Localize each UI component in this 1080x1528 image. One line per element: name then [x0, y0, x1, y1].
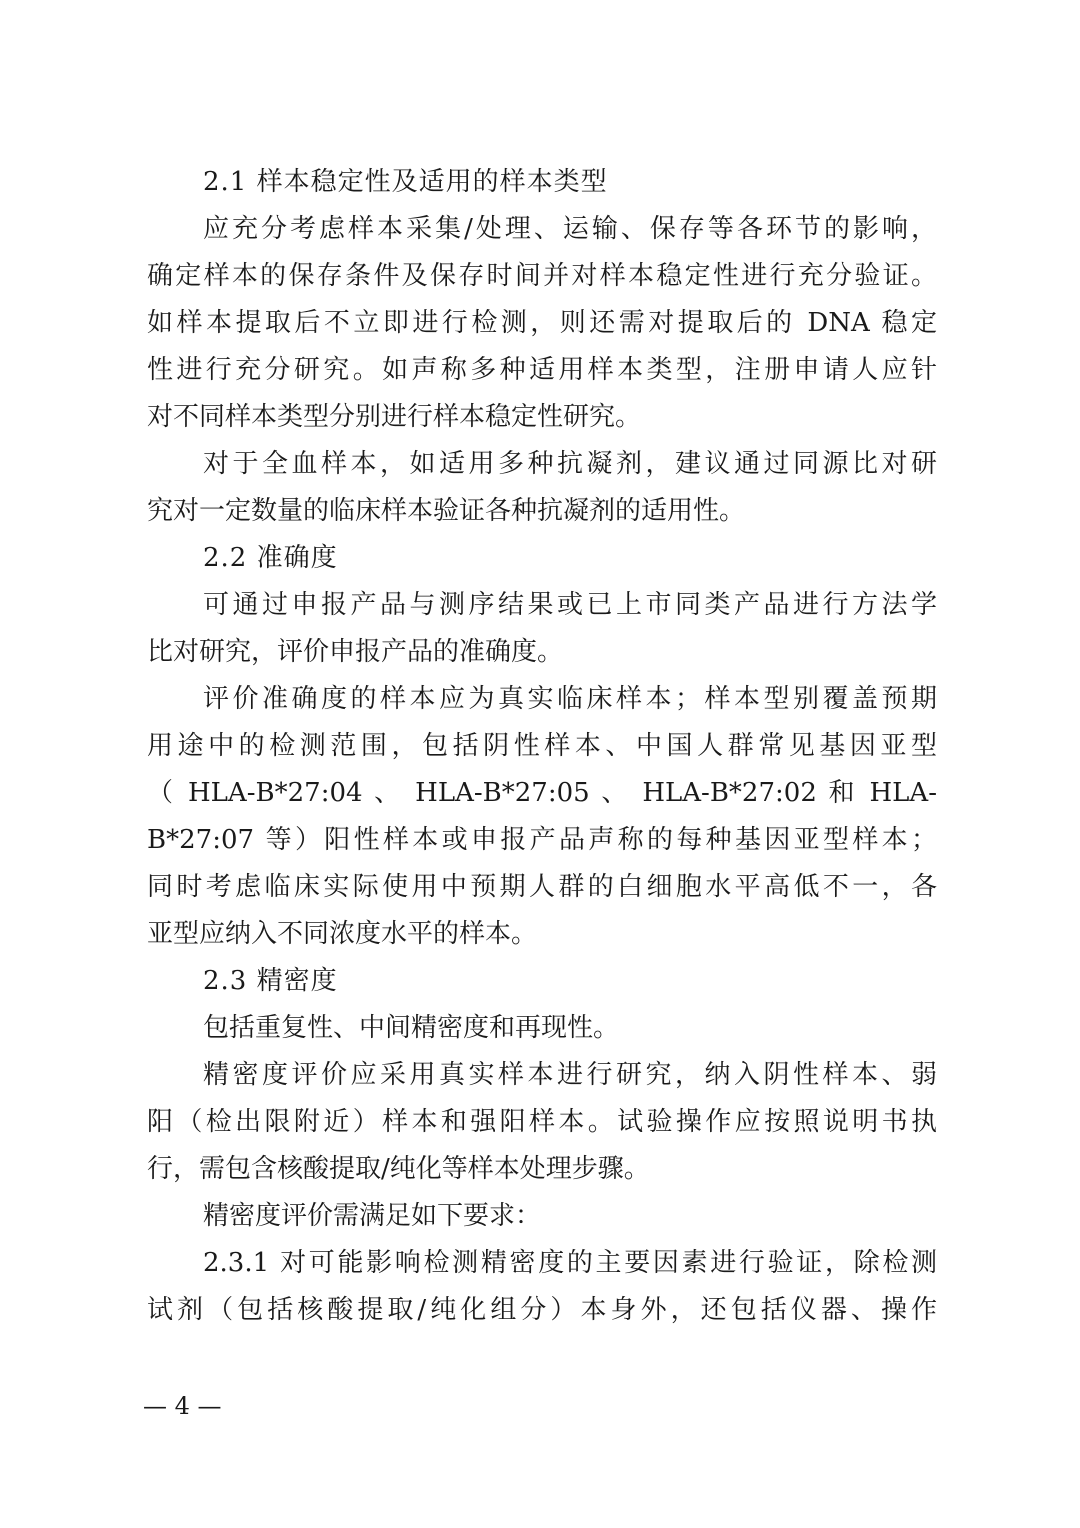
- paragraph-line: 应充分考虑样本采集/处理、运输、保存等各环节的影响，: [203, 214, 937, 244]
- section-heading-2-2: 2.2 准确度: [203, 543, 338, 573]
- paragraph-line: 确定样本的保存条件及保存时间并对样本稳定性进行充分验证。: [147, 261, 937, 291]
- paragraph-line: 究对一定数量的临床样本验证各种抗凝剂的适用性。: [147, 496, 746, 526]
- page-number: — 4 —: [143, 1392, 222, 1420]
- paragraph-line: 2.3.1 对可能影响检测精密度的主要因素进行验证，除检测: [203, 1248, 937, 1278]
- paragraph-line: 试剂（包括核酸提取/纯化组分）本身外，还包括仪器、操作: [147, 1295, 937, 1325]
- paragraph-line: 精密度评价需满足如下要求：: [203, 1201, 542, 1231]
- paragraph-line: 可通过申报产品与测序结果或已上市同类产品进行方法学: [203, 590, 937, 620]
- paragraph-line: 对于全血样本，如适用多种抗凝剂，建议通过同源比对研: [203, 449, 937, 479]
- paragraph-line: 性进行充分研究。如声称多种适用样本类型，注册申请人应针: [147, 355, 937, 385]
- section-heading-2-1: 2.1 样本稳定性及适用的样本类型: [203, 167, 608, 197]
- paragraph-line: 行，需包含核酸提取/纯化等样本处理步骤。: [147, 1154, 650, 1184]
- paragraph-line: 对不同样本类型分别进行样本稳定性研究。: [147, 402, 642, 432]
- paragraph-line: 用途中的检测范围，包括阴性样本、中国人群常见基因亚型: [147, 731, 937, 761]
- paragraph-line: B*27:07 等）阳性样本或申报产品声称的每种基因亚型样本；: [147, 825, 937, 855]
- paragraph-line: 精密度评价应采用真实样本进行研究，纳入阴性样本、弱: [203, 1060, 937, 1090]
- section-heading-2-3: 2.3 精密度: [203, 966, 338, 996]
- paragraph-line: 同时考虑临床实际使用中预期人群的白细胞水平高低不一，各: [147, 872, 937, 902]
- paragraph-line: 包括重复性、中间精密度和再现性。: [203, 1013, 620, 1043]
- paragraph-line: （ HLA-B*27:04 、 HLA-B*27:05 、 HLA-B*27:02 和 HLA-: [147, 778, 937, 808]
- paragraph-line: 阳（检出限附近）样本和强阳样本。试验操作应按照说明书执: [147, 1107, 937, 1137]
- paragraph-line: 如样本提取后不立即进行检测，则还需对提取后的 DNA 稳定: [147, 308, 937, 338]
- paragraph-line: 亚型应纳入不同浓度水平的样本。: [147, 919, 538, 949]
- paragraph-line: 比对研究，评价申报产品的准确度。: [147, 637, 564, 667]
- paragraph-line: 评价准确度的样本应为真实临床样本；样本型别覆盖预期: [203, 684, 937, 714]
